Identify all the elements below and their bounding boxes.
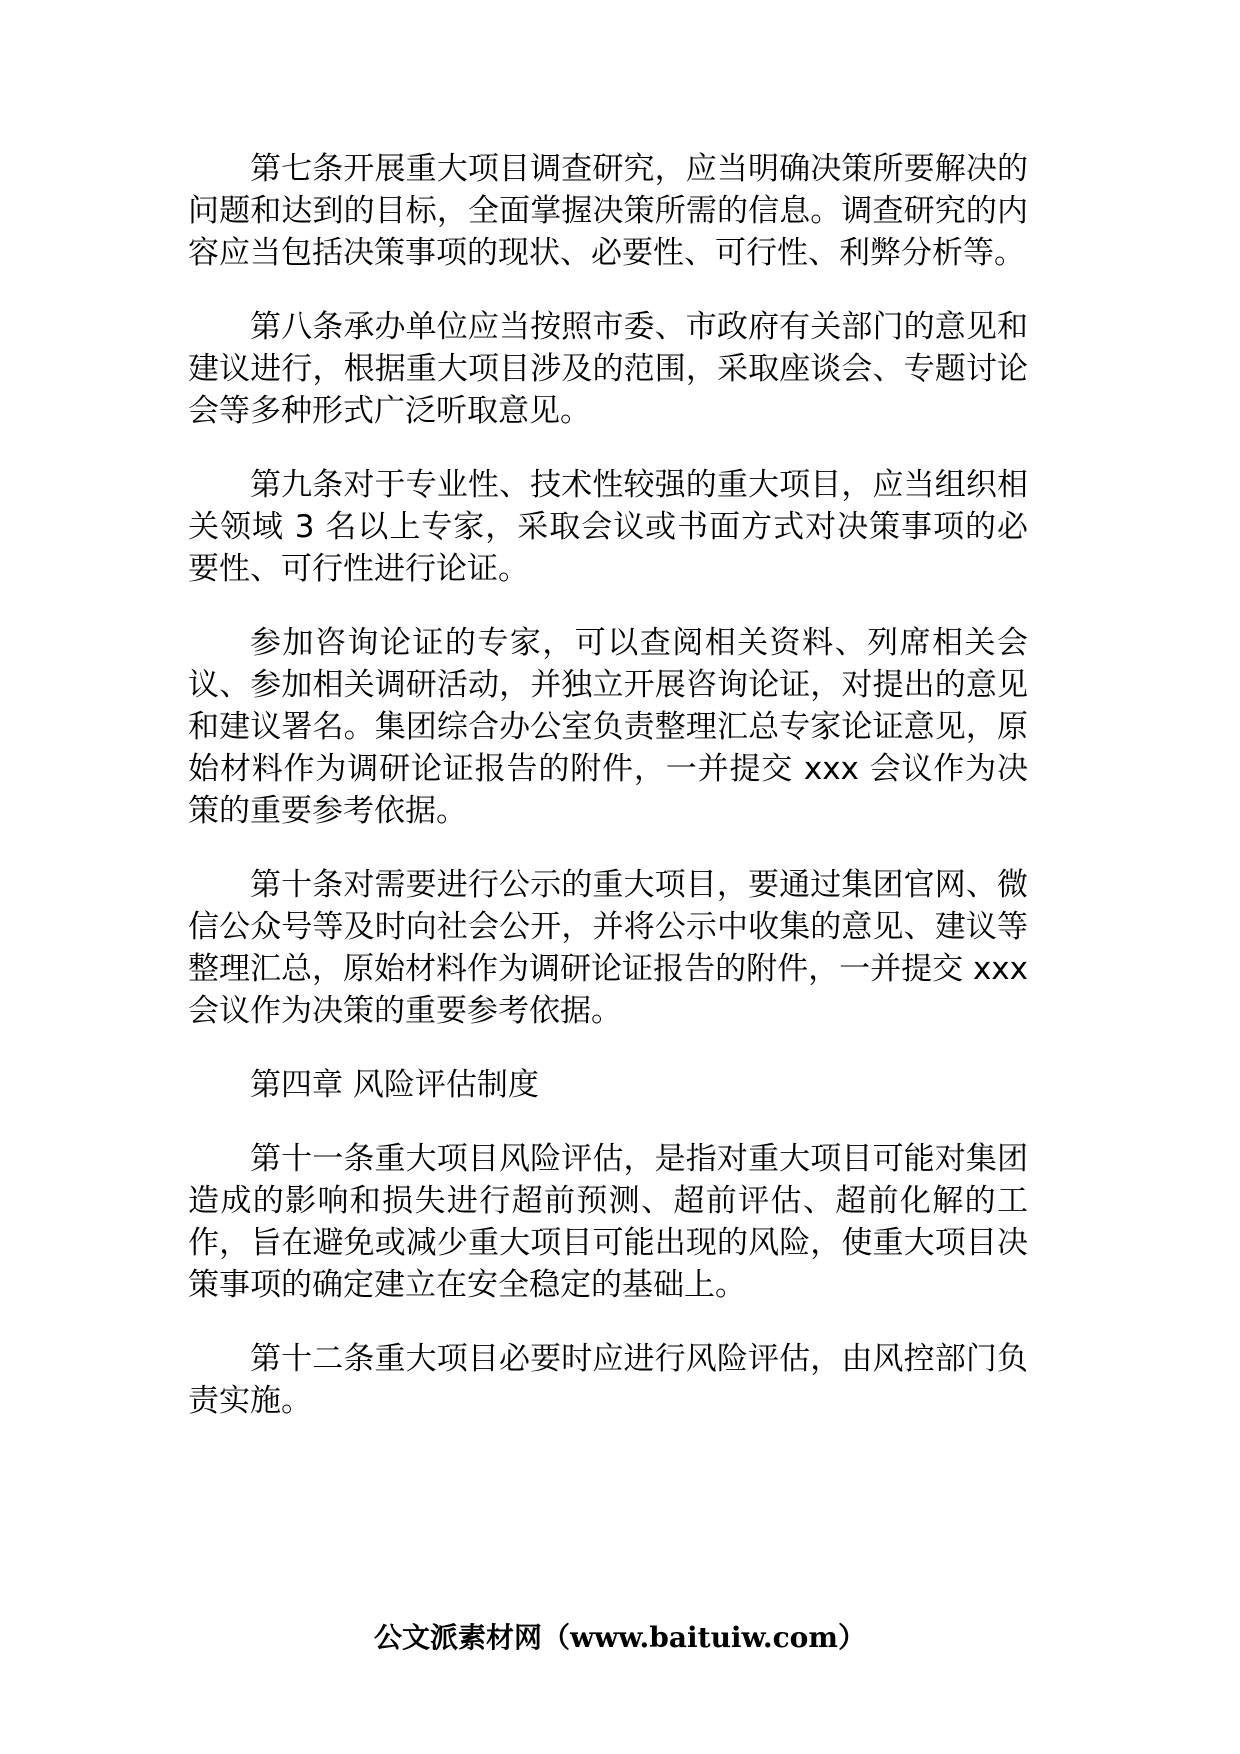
paragraph-article-8: 第八条承办单位应当按照市委、市政府有关部门的意见和建议进行，根据重大项目涉及的范围，采取座谈会、专题讨论会等多种形式广泛听取意见。 bbox=[188, 309, 1028, 429]
paragraph-article-10: 第十条对需要进行公示的重大项目，要通过集团官网、微信公众号等及时向社会公开，并将公示中收集的意见、建议等整理汇总，原始材料作为调研论证报告的附件，一并提交 xxx 会议作为决策的重要参考依据。 bbox=[188, 867, 1028, 1029]
footer-watermark-text: 公文派素材网（www.baituiw.com） bbox=[374, 1621, 866, 1654]
chapter-heading: 第四章 风险评估制度 bbox=[250, 1067, 539, 1103]
paragraph-article-7: 第七条开展重大项目调查研究，应当明确决策所要解决的问题和达到的目标，全面掌握决策所需的信息。调查研究的内容应当包括决策事项的现状、必要性、可行性、利弊分析等。 bbox=[188, 151, 1028, 271]
paragraph-expert-consultation: 参加咨询论证的专家，可以查阅相关资料、列席相关会议、参加相关调研活动，并独立开展咨询论证，对提出的意见和建议署名。集团综合办公室负责整理汇总专家论证意见，原始材料作为调研论证报告的附件，一并提交 xxx 会议作为决策的重要参考依据。 bbox=[188, 625, 1028, 829]
document-body bbox=[188, 148, 1028, 1454]
paragraph-article-9: 第九条对于专业性、技术性较强的重大项目，应当组织相关领域 3 名以上专家，采取会议或书面方式对决策事项的必要性、可行性进行论证。 bbox=[188, 467, 1028, 587]
paragraph-article-11: 第十一条重大项目风险评估，是指对重大项目可能对集团造成的影响和损失进行超前预测、超前评估、超前化解的工作，旨在避免或减少重大项目可能出现的风险，使重大项目决策事项的确定建立在安全稳定的基础上。 bbox=[188, 1141, 1028, 1303]
paragraph-article-12: 第十二条重大项目必要时应进行风险评估，由风控部门负责实施。 bbox=[188, 1341, 1028, 1419]
